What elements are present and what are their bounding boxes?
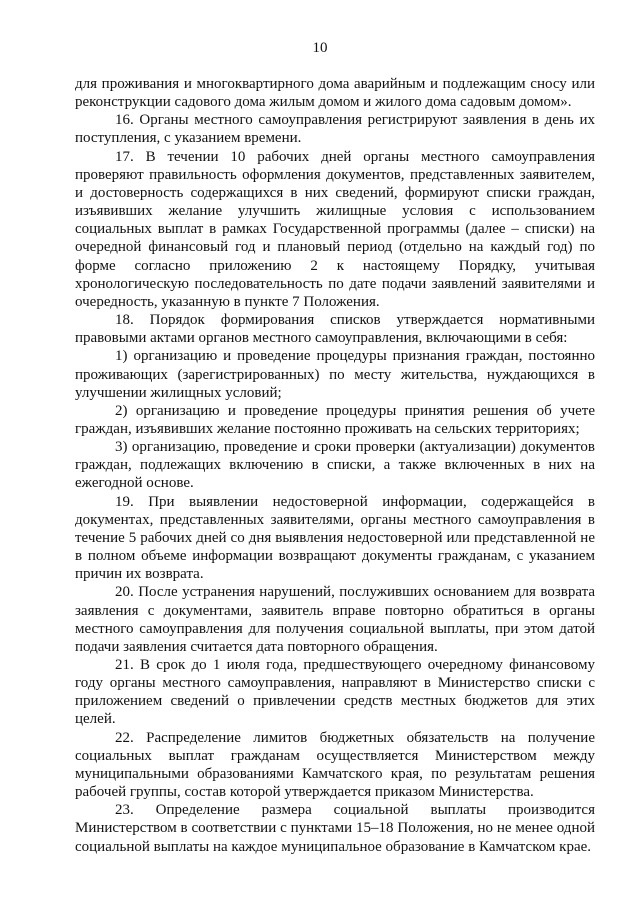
paragraph-23: 23. Определение размера социальной выплаты производится Министерством в соответствии с пунктами 15–18 Положения, но не менее одной социальной выплаты на каждое муниципальное образование в Камчатском крае.	[75, 802, 595, 855]
paragraph-continuation: для проживания и многоквартирного дома аварийным и подлежащим сносу или реконструкции садового дома жилым домом и жилого дома садовым домом».	[75, 76, 595, 111]
paragraph-19: 19. При выявлении недостоверной информации, содержащейся в документах, представленных заявителями, органы местного самоуправления в течение 5 рабочих дней со дня выявления недостоверной или представленной не в полном объеме информации возвращают документы гражданам, с указанием причин их возврата.	[75, 493, 595, 583]
paragraph-21: 21. В срок до 1 июля года, предшествующего очередному финансовому году органы местного самоуправления, направляют в Министерство списки с приложением сведений о привлечении средств местных бюджетов для этих целей.	[75, 657, 595, 728]
paragraph-18-item-1: 1) организацию и проведение процедуры признания граждан, постоянно проживающих (зарегистрированных) по месту жительства, нуждающихся в улучшении жилищных условий;	[75, 348, 595, 401]
paragraph-16: 16. Органы местного самоуправления регистрируют заявления в день их поступления, с указанием времени.	[75, 112, 595, 147]
paragraph-20: 20. После устранения нарушений, послуживших основанием для возврата заявления с документами, заявитель вправе повторно обратиться в органы местного самоуправления для получения социальной выплаты, при этом датой подачи заявления считается дата повторного обращения.	[75, 584, 595, 655]
paragraph-18-item-2: 2) организацию и проведение процедуры принятия решения об учете граждан, изъявивших желание постоянно проживать на сельских территориях;	[75, 402, 595, 437]
paragraph-17: 17. В течении 10 рабочих дней органы местного самоуправления проверяют правильность оформления документов, представленных заявителем, и достоверность содержащихся в них сведений, формируют списки граждан, изъявивших желание улучшить жилищные условия с использованием социальных выплат в рамках Государственной программы (далее – списки) на очередной финансовый год и плановый период (отдельно на каждый год) по форме согласно приложению 2 к настоящему Порядку, учитывая хронологическую последовательность по дате подачи заявлений заявителями и очередность, указанную в пункте 7 Положения.	[75, 148, 595, 310]
paragraph-18-item-3: 3) организацию, проведение и сроки проверки (актуализации) документов граждан, подлежащих включению в списки, а также включенных в них на ежегодной основе.	[75, 439, 595, 492]
paragraph-22: 22. Распределение лимитов бюджетных обязательств на получение социальных выплат гражданам осуществляется Министерством между муниципальными образованиями Камчатского края, по результатам решения рабочей группы, состав которой утверждается приказом Министерства.	[75, 729, 595, 801]
paragraph-18: 18. Порядок формирования списков утверждается нормативными правовыми актами органов местного самоуправления, включающими в себя:	[75, 312, 595, 347]
page-number: 10	[312, 40, 328, 56]
document-body	[75, 75, 595, 856]
